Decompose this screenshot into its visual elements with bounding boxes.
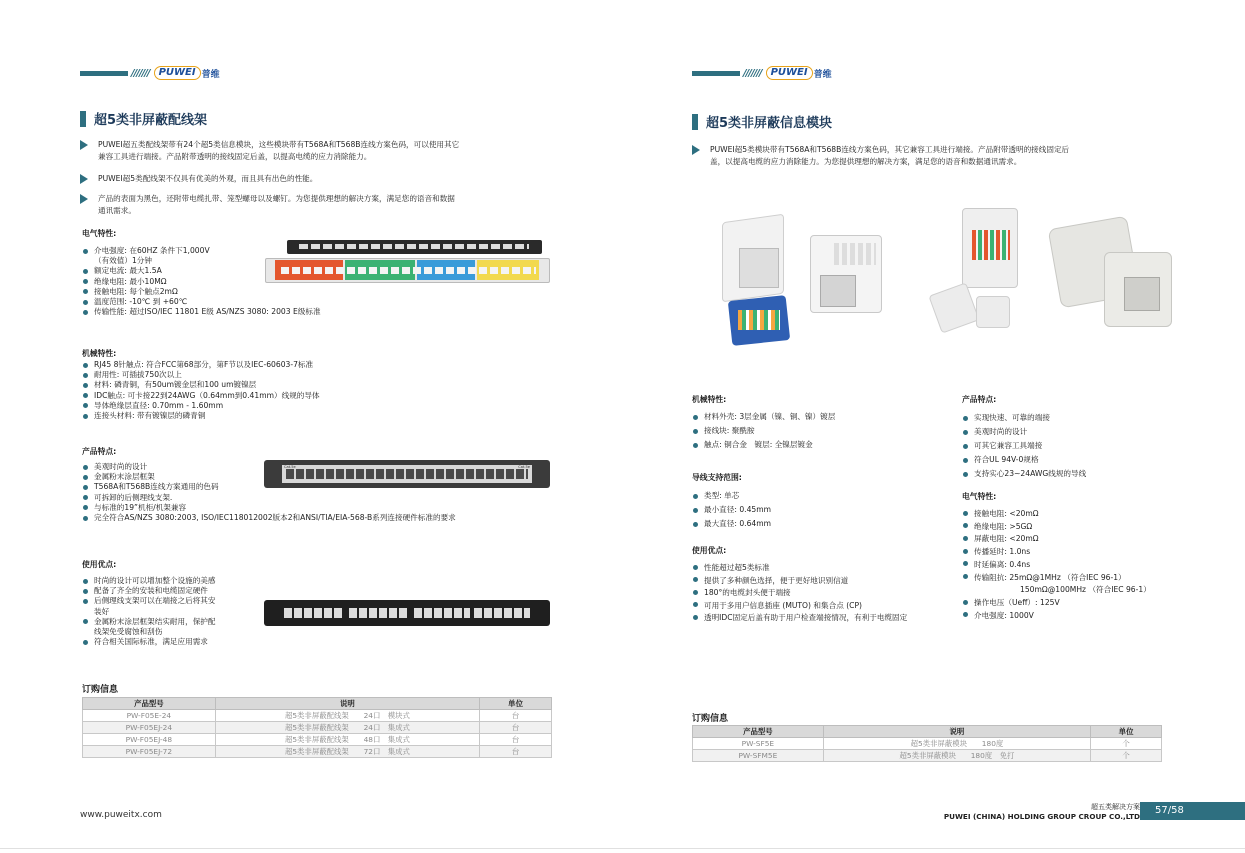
- intro-paragraph-2: PUWEI超5类配线架不仅具有优美的外观，而且具有出色的性能。: [80, 173, 560, 185]
- list-item: T568A和T568B连线方案通用的色码: [82, 482, 552, 492]
- list-item: 150mΩ@100MHz （符合IEC 96-1）: [1020, 585, 1151, 595]
- wire-list: [692, 489, 952, 531]
- keystone-module-front-image: [810, 235, 885, 315]
- keystone-module-angled-image: [1054, 222, 1172, 332]
- footer-company-block: [944, 803, 1140, 821]
- list-item: 温度范围: -10℃ 到 +60℃: [82, 297, 402, 307]
- list-item: 材料外壳: 3层金属（镍、铜、镍）镀层: [692, 410, 952, 424]
- brand-stripe: [692, 71, 740, 76]
- triangle-bullet-icon: [80, 140, 88, 150]
- advantages-heading: 使用优点:: [82, 560, 117, 569]
- page-title: 超5类非屏蔽配线架: [94, 113, 208, 128]
- list-item: 接触电阻: <20mΩ: [962, 508, 1192, 521]
- brand-slashes: ///////: [131, 67, 150, 79]
- list-item: 绝缘电阻: 最小10MΩ: [82, 277, 402, 287]
- list-item: 后侧理线支架可以在端接之后将其安: [82, 596, 262, 606]
- triangle-bullet-icon: [80, 194, 88, 204]
- table-row: PW-F05EJ-48 超5类非屏蔽配线架 48口 集成式 台: [83, 734, 552, 746]
- list-item: 材料: 磷青铜，有50um镀金层和100 um镀镍层: [82, 380, 552, 390]
- list-item: 线架免受腐蚀和刮伤: [94, 627, 163, 637]
- list-item: IDC触点: 可卡接22到24AWG（0.64mm到0.41mm）线规的导体: [82, 391, 552, 401]
- list-item: 金属粉末涂层框架结实耐用，保护配: [82, 617, 262, 627]
- list-item: 类型: 单芯: [692, 489, 952, 503]
- panel-label: Cat.5e: [518, 465, 530, 469]
- list-item: 可拆卸的后侧理线支架.: [82, 493, 552, 503]
- mechanical-heading: 机械特性:: [82, 349, 117, 358]
- list-item: 可其它兼容工具端接: [962, 439, 1162, 453]
- list-item: 介电强度: 1000V: [962, 610, 1192, 623]
- table-row: PW-F05EJ-24 超5类非屏蔽配线架 24口 集成式 台: [83, 722, 552, 734]
- list-item: 提供了多种颜色选择，便于更好地识别信道: [692, 575, 962, 588]
- list-item: 导体绝缘层直径: 0.70mm - 1.60mm: [82, 401, 552, 411]
- list-item: 时延偏离: 0.4ns: [962, 559, 1192, 572]
- patch-panel-color-image: [265, 240, 550, 285]
- order-table: [82, 697, 552, 758]
- page-title: 超5类非屏蔽信息模块: [706, 116, 833, 131]
- section-title: [692, 112, 832, 131]
- list-item: 180°的电缆封头便于端接: [692, 587, 962, 600]
- brand-stripe: [80, 71, 128, 76]
- list-item: 操作电压（Ueff）: 125V: [962, 597, 1192, 610]
- intro-paragraph-1: PUWEI超五类配线架带有24个超5类信息模块，这些模块带有T568A和T568B连线方案色码，可以使用其它 兼容工具进行端接。产品附带透明的接线固定后盖，以提高电缆的应力消除能力。: [80, 139, 560, 163]
- patch-panel-grey-image: [264, 460, 550, 488]
- list-item: 符合UL 94V-0规格: [962, 453, 1162, 467]
- table-row: PW-SF5E 超5类非屏蔽模块 180度 个: [693, 738, 1162, 750]
- triangle-bullet-icon: [692, 145, 700, 155]
- list-item: 介电强度: 在60HZ 条件下1,000V: [82, 246, 402, 256]
- list-item: RJ45 8针触点: 符合FCC第68部分，第F节以及IEC-60603-7标准: [82, 360, 552, 370]
- triangle-bullet-icon: [80, 174, 88, 184]
- website-url[interactable]: www.puweitx.com: [80, 810, 162, 820]
- features-heading: 产品特点:: [962, 395, 997, 404]
- list-item: 最大直径: 0.64mm: [692, 517, 952, 531]
- table-row: PW-SFM5E 超5类非屏蔽模块 180度 免打 个: [693, 750, 1162, 762]
- puwei-logo: [154, 66, 220, 80]
- table-header-row: 产品型号 说明 单位: [693, 726, 1162, 738]
- patch-panel-black-image: [264, 600, 550, 626]
- brand-header: [692, 66, 832, 80]
- list-item: 传输性能: 超过ISO/IEC 11801 E级 AS/NZS 3080: 2003 E级标准: [82, 307, 402, 317]
- mechanical-heading: 机械特性:: [692, 395, 727, 404]
- list-item: 美观时尚的设计: [962, 425, 1162, 439]
- advantages-list: [82, 576, 262, 647]
- keystone-module-open-image: [934, 208, 1024, 338]
- advantages-list: [692, 562, 962, 625]
- list-item: 透明IDC固定后盖有助于用户检查端接情况，有利于电缆固定: [692, 612, 962, 625]
- electrical-list: [962, 508, 1192, 622]
- table-row: PW-F05E-24 超5类非屏蔽配线架 24口 模块式 台: [83, 710, 552, 722]
- logo-cn: 普维: [813, 69, 832, 80]
- puwei-logo: [766, 66, 832, 80]
- title-marker: [80, 111, 86, 127]
- electrical-heading: 电气特性:: [962, 492, 997, 501]
- list-item: 配备了齐全的安装和电缆固定硬件: [82, 586, 262, 596]
- footer-company: PUWEI (CHINA) HOLDING GROUP CROUP CO.,LTD: [943, 812, 1140, 821]
- intro-paragraph: PUWEI超5类模块带有T568A和T568B连线方案色码，其它兼容工具进行端接。产品附带透明的接线固定后 盖，以提高电缆的应力消除能力。为您提供理想的解决方案，满足您的语音和数据通讯需求。: [692, 144, 1172, 168]
- list-item: （有效值）1分钟: [94, 256, 152, 266]
- section-title: [80, 109, 207, 128]
- list-item: 绝缘电阻: >5GΩ: [962, 521, 1192, 534]
- list-item: 最小直径: 0.45mm: [692, 503, 952, 517]
- footer-series: 超五类解决方案: [1091, 803, 1140, 811]
- list-item: 连接头材料: 带有镀镍层的磷青铜: [82, 411, 552, 421]
- page-number: 57/58: [1140, 802, 1245, 820]
- list-item: 性能超过超5类标准: [692, 562, 962, 575]
- list-item: 支持实心23~24AWG线规的导线: [962, 467, 1162, 481]
- list-item: 接触电阻: 每个触点2mΩ: [82, 287, 402, 297]
- brand-header: [80, 66, 220, 80]
- wire-heading: 导线支持范围:: [692, 473, 742, 482]
- advantages-heading: 使用优点:: [692, 546, 727, 555]
- mechanical-list: [82, 360, 552, 421]
- list-item: 接线块: 聚酰胺: [692, 424, 952, 438]
- list-item: 金属粉末涂层框架: [82, 472, 552, 482]
- order-heading: 订购信息: [82, 685, 119, 695]
- list-item: 传播延时: 1.0ns: [962, 546, 1192, 559]
- electrical-heading: 电气特性:: [82, 229, 117, 238]
- title-marker: [692, 114, 698, 130]
- keystone-module-wired-image: [714, 218, 804, 348]
- list-item: 美观时尚的设计: [82, 462, 552, 472]
- right-page: [622, 0, 1244, 853]
- brand-slashes: ///////: [743, 67, 762, 79]
- list-item: 时尚的设计可以增加整个设施的美感: [82, 576, 262, 586]
- list-item: 与标准的19”机柜/机架兼容: [82, 503, 552, 513]
- bottom-divider: [0, 848, 1245, 849]
- list-item: 实现快速、可靠的端接: [962, 411, 1162, 425]
- list-item: 装好: [94, 606, 110, 616]
- list-item: 可用于多用户信息插座 (MUTO) 和集合点 (CP): [692, 600, 962, 613]
- logo-text: PUWEI: [766, 66, 813, 80]
- intro-paragraph-3: 产品的表面为黑色，还附带电缆扎带、笼型螺母以及螺钉。为您提供理想的解决方案，满足您的语音和数据 通讯需求。: [80, 193, 560, 217]
- table-row: PW-F05EJ-72 超5类非屏蔽配线架 72口 集成式 台: [83, 746, 552, 758]
- logo-cn: 普维: [201, 69, 220, 80]
- list-item: 触点: 铜合金 镀层: 全镍层镀金: [692, 438, 952, 452]
- order-table: [692, 725, 1162, 762]
- order-heading: 订购信息: [692, 714, 729, 724]
- table-header-row: 产品型号 说明 单位: [83, 698, 552, 710]
- list-item: 完全符合AS/NZS 3080:2003, ISO/IEC118012002版本2和ANSI/TIA/EIA-568-B系列连接硬件标准的要求: [82, 513, 552, 523]
- mechanical-list: [692, 410, 952, 452]
- features-list: [962, 411, 1162, 481]
- list-item: 屏蔽电阻: <20mΩ: [962, 533, 1192, 546]
- list-item: 耐用性: 可插拔750次以上: [82, 370, 552, 380]
- left-page: [0, 0, 622, 853]
- list-item: 符合相关国际标准，满足应用需求: [82, 637, 262, 647]
- list-item: 传输阻抗: 25mΩ@1MHz （符合IEC 96-1）: [962, 572, 1192, 585]
- logo-text: PUWEI: [154, 66, 201, 80]
- panel-label: Cat.5e: [284, 465, 296, 469]
- list-item: 额定电流: 最大1.5A: [82, 266, 402, 276]
- features-heading: 产品特点:: [82, 447, 117, 456]
